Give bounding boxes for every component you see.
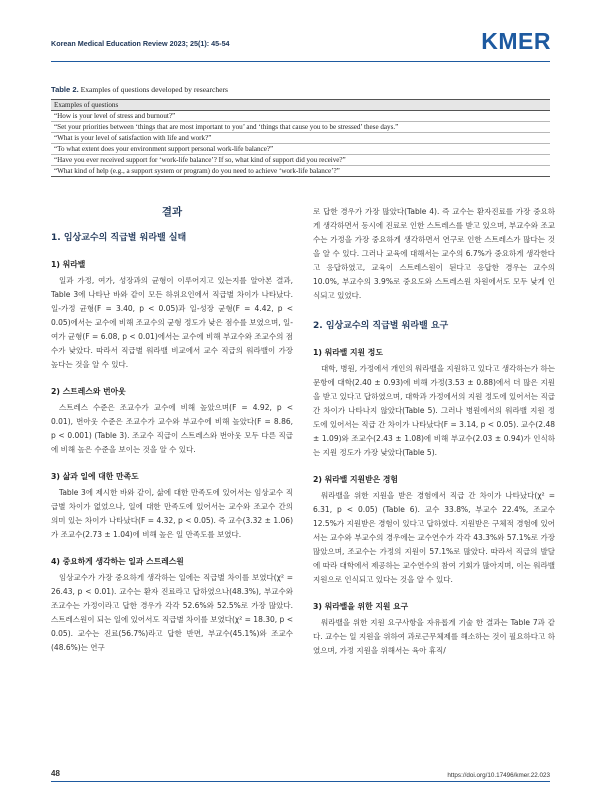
table-row	[51, 166, 550, 177]
paragraph: 스트레스 수준은 조교수가 교수에 비해 높았으며(F = 4.92, p < 0.01), 번아웃 수준은 조교수가 교수와 부교수에 비해 높았다(F = 8.86, p < 0.001) (Table 3). 조교수 직급이 스트레스와 번아웃 모두 다른 직급에 비해 높은 수준을 보이는 것을 알 수 있다.	[51, 403, 293, 454]
footer-rule	[51, 781, 550, 782]
journal-title: Korean Medical Education Review 2023; 25(1): 45-54	[51, 39, 230, 48]
table-header: Examples of questions	[51, 100, 550, 111]
table-row	[51, 111, 550, 122]
table-header-row	[51, 100, 550, 111]
subsection-heading-1: 1. 임상교수의 직급별 워라밸 실태	[51, 233, 187, 243]
section-title-results: 결과	[161, 206, 183, 218]
paragraph: 로 답한 경우가 가장 많았다(Table 4). 즉 교수는 환자진료를 가장 중요하게 생각하면서 동시에 진료로 인한 스트레스를 받고 있으며, 부교수와 조교수는 가정을 가장 중요하게 생각하면서 연구로 인한 스트레스가 많다는 것을 알 수 있다. 그러나 교육에 대해서는 교수의 6.7%가 중요하게 생각한다고 응답하였고, 교육이 스트레스원이 된다고 응답한 경우는 교수의 10.0%, 부교수의 3.9%로 중요도와 스트레스원 차원에서도 모두 낮게 인식되고 있었다.	[313, 207, 555, 300]
right-column	[313, 205, 555, 658]
journal-logo: KMER	[481, 28, 551, 54]
paragraph: 일과 가정, 여가, 성장과의 균형이 이루어지고 있는지를 알아본 결과, Table 3에 나타난 바와 같이 모든 하위요인에서 직급별 차이가 나타났다. 일-가정 균형(F = 3.40, p < 0.05)과 일-성장 균형(F = 4.42, p < 0.05)에서는 교수에 비해 조교수의 균형 정도가 낮은 점수를 보였으며, 일-여가 균형(F = 6.08, p < 0.01)에서는 교수에 비해 부교수와 조교수의 점수가 낮았다. 따라서 직급별 워라밸 비교에서 교수 직급의 워라밸이 가장 높다는 것을 알 수 있다.	[51, 276, 293, 369]
heading-support-needs: 3) 워라밸을 위한 지원 요구	[313, 602, 409, 611]
left-column	[51, 205, 293, 655]
heading-support-experience: 2) 워라밸 지원받은 경험	[313, 475, 398, 484]
heading-support-level: 1) 워라밸 지원 정도	[313, 348, 383, 357]
questions-table	[51, 99, 550, 177]
table-caption-text: Examples of questions developed by researchers	[78, 85, 229, 94]
table-cell: “Have you ever received support for ‘work-life balance’? If so, what kind of support did you receive?”	[51, 155, 550, 166]
heading-satisfaction: 3) 삶과 일에 대한 만족도	[51, 472, 139, 481]
table-cell: “To what extent does your environment support personal work-life balance?”	[51, 144, 550, 155]
table-label: Table 2.	[51, 85, 79, 94]
page-number: 48	[51, 769, 60, 778]
doi-link[interactable]: https://doi.org/10.17496/kmer.22.023	[447, 772, 550, 779]
heading-important-work: 4) 중요하게 생각하는 일과 스트레스원	[51, 557, 184, 566]
table-row	[51, 144, 550, 155]
paragraph: 임상교수가 가장 중요하게 생각하는 일에는 직급별 차이를 보였다(χ² = 26.43, p < 0.01). 교수는 환자 진료라고 답하였으나(48.3%), 부교수와 조교수는 가정이라고 답한 경우가 각각 52.6%와 52.5%로 가장 많았다. 스트레스원이 되는 일에 있어서도 직급별 차이를 보였다(χ² = 18.30, p < 0.05). 교수는 진료(56.7%)라고 답한 반면, 부교수(45.1%)와 조교수(48.6%)는 연구	[51, 573, 293, 652]
heading-work-life-balance: 1) 워라밸	[51, 260, 86, 269]
table-cell: “What kind of help (e.g., a support system or program) do you need to achieve ‘work-life balance’?”	[51, 166, 550, 177]
table-row	[51, 155, 550, 166]
table-cell: “How is your level of stress and burnout?”	[51, 111, 550, 122]
paragraph: 워라밸을 위한 지원 요구사항을 자유롭게 기술 한 결과는 Table 7과 같다. 교수는 일 지원을 위하여 과로근무체제를 해소하는 것이 필요하다고 하였으며, 가정 지원을 위해서는 육아 휴직/	[313, 618, 555, 655]
table-caption	[51, 85, 550, 94]
table-row	[51, 122, 550, 133]
page-header	[51, 26, 551, 66]
paragraph: Table 3에 제시한 바와 같이, 삶에 대한 만족도에 있어서는 임상교수 직급별 차이가 없었으나, 일에 대한 만족도에 있어서는 교수와 조교수 간의 의미 있는 차이가 나타났다(F = 4.32, p < 0.05). 즉 교수(3.32 ± 1.06)가 조교수(2.73 ± 1.04)에 비해 높은 일 만족도를 보였다.	[51, 488, 293, 539]
table-cell: “What is your level of satisfaction with life and work?”	[51, 133, 550, 144]
table-cell: “Set your priorities between ‘things that are most important to you’ and ‘things that cause you to be stressed’ these days.”	[51, 122, 550, 133]
table-row	[51, 133, 550, 144]
paragraph: 워라밸을 위한 지원을 받은 경험에서 직급 간 차이가 나타났다(χ² = 6.31, p < 0.05) (Table 6). 교수 33.8%, 부교수 22.4%, 조교수 12.5%가 지원받은 경험이 있다고 답하였다. 지원받은 구체적 경험에 있어서는 교수와 부교수의 경우에는 교수연수가 각각 43.3%와 57.1%로 가장 많았으며, 조교수는 가정의 지원이 57.1%로 많았다. 따라서 직급의 발달에 따라 대학에서 제공하는 교수연수의 참여 기회가 많아지며, 이는 워라밸 지원으로 인식되고 있다는 것을 알 수 있다.	[313, 491, 555, 584]
paragraph: 대학, 병원, 가정에서 개인의 워라밸을 지원하고 있다고 생각하는가 하는 문항에 대학(2.40 ± 0.93)에 비해 가정(3.53 ± 0.88)에서 더 많은 지원을 받고 있다고 답하였으며, 대학과 가정에서의 지원 정도에 있어서는 직급 간 차이가 나타나지 않았다(Table 5). 그러나 병원에서의 워라밸 지원 정도에 있어서는 직급 간 차이가 나타났다(F = 3.14, p < 0.05). 교수(2.48 ± 1.09)와 조교수(2.43 ± 1.08)에 비해 부교수(2.03 ± 0.94)가 인식하는 지원 정도가 가장 낮았다(Table 5).	[313, 364, 555, 457]
header-rule	[51, 61, 550, 62]
heading-stress-burnout: 2) 스트레스와 번아웃	[51, 387, 126, 396]
subsection-heading-2: 2. 임상교수의 직급별 워라밸 요구	[313, 321, 449, 331]
